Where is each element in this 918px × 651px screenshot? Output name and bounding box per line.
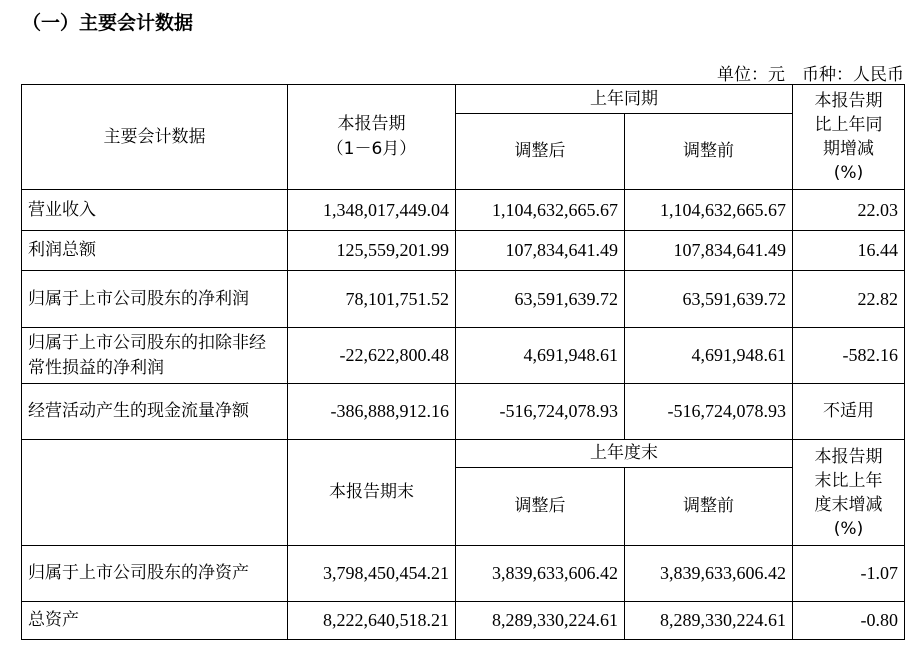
cell-current: 8,222,640,518.21	[288, 602, 456, 640]
header-row-label: 主要会计数据	[22, 85, 288, 190]
row-label: 经营活动产生的现金流量净额	[22, 384, 288, 440]
row-label: 营业收入	[22, 190, 288, 231]
header2-adjusted-after: 调整后	[456, 468, 625, 546]
cell-adjusted-after: 4,691,948.61	[456, 328, 625, 384]
cell-change: -0.80	[793, 602, 905, 640]
row-label: 归属于上市公司股东的净利润	[22, 271, 288, 328]
table-row	[22, 328, 905, 384]
header-change-line3: 期增减	[823, 139, 874, 159]
cell-change: 22.03	[793, 190, 905, 231]
cell-change: 16.44	[793, 231, 905, 271]
cell-change: -1.07	[793, 546, 905, 602]
header2-change-percent	[793, 440, 905, 546]
row-label: 归属于上市公司股东的净资产	[22, 546, 288, 602]
table-row	[22, 190, 905, 231]
table-row	[22, 546, 905, 602]
cell-current: 1,348,017,449.04	[288, 190, 456, 231]
cell-adjusted-before: 8,289,330,224.61	[625, 602, 793, 640]
header2-change-line1: 本报告期	[814, 446, 883, 467]
header-prior-period-group: 上年同期	[456, 85, 793, 114]
unit-currency-line: 单位：元 币种：人民币	[717, 65, 904, 85]
cell-adjusted-before: 63,591,639.72	[625, 271, 793, 328]
cell-adjusted-after: 63,591,639.72	[456, 271, 625, 328]
header-current-period-range: （1－6月）	[326, 139, 417, 159]
header2-prior-year-end-group: 上年度末	[456, 440, 793, 468]
cell-change: 不适用	[793, 384, 905, 440]
header-change-percent	[793, 85, 905, 190]
row-label: 归属于上市公司股东的扣除非经常性损益的净利润	[22, 328, 288, 384]
header2-current-end: 本报告期末	[288, 440, 456, 546]
cell-current: -386,888,912.16	[288, 384, 456, 440]
cell-adjusted-before: 4,691,948.61	[625, 328, 793, 384]
cell-current: -22,622,800.48	[288, 328, 456, 384]
table-header-row	[22, 85, 905, 114]
cell-change: 22.82	[793, 271, 905, 328]
key-accounting-data-table	[21, 84, 905, 640]
table-row	[22, 231, 905, 271]
table-header-row-2	[22, 440, 905, 468]
row-label: 总资产	[22, 602, 288, 640]
cell-adjusted-after: -516,724,078.93	[456, 384, 625, 440]
header2-adjusted-before: 调整前	[625, 468, 793, 546]
header-current-period-title: 本报告期	[337, 114, 406, 134]
header2-empty-cell	[22, 440, 288, 546]
header2-change-line2: 末比上年	[814, 470, 883, 491]
header-change-line1: 本报告期	[814, 91, 883, 111]
cell-adjusted-after: 1,104,632,665.67	[456, 190, 625, 231]
cell-adjusted-after: 107,834,641.49	[456, 231, 625, 271]
cell-current: 78,101,751.52	[288, 271, 456, 328]
table-row	[22, 602, 905, 640]
section-title: （一）主要会计数据	[22, 12, 194, 34]
cell-current: 3,798,450,454.21	[288, 546, 456, 602]
row-label: 利润总额	[22, 231, 288, 271]
cell-adjusted-before: 3,839,633,606.42	[625, 546, 793, 602]
table-row	[22, 271, 905, 328]
header2-change-unit: (%)	[833, 518, 864, 539]
header2-change-line3: 度末增减	[814, 494, 883, 515]
header-change-unit: (%)	[833, 163, 864, 183]
cell-current: 125,559,201.99	[288, 231, 456, 271]
header-current-period	[288, 85, 456, 190]
header-adjusted-after: 调整后	[456, 114, 625, 190]
header-change-line2: 比上年同	[814, 115, 883, 135]
table-row	[22, 384, 905, 440]
cell-adjusted-after: 8,289,330,224.61	[456, 602, 625, 640]
cell-adjusted-before: 107,834,641.49	[625, 231, 793, 271]
cell-change: -582.16	[793, 328, 905, 384]
header-adjusted-before: 调整前	[625, 114, 793, 190]
cell-adjusted-before: -516,724,078.93	[625, 384, 793, 440]
cell-adjusted-after: 3,839,633,606.42	[456, 546, 625, 602]
cell-adjusted-before: 1,104,632,665.67	[625, 190, 793, 231]
